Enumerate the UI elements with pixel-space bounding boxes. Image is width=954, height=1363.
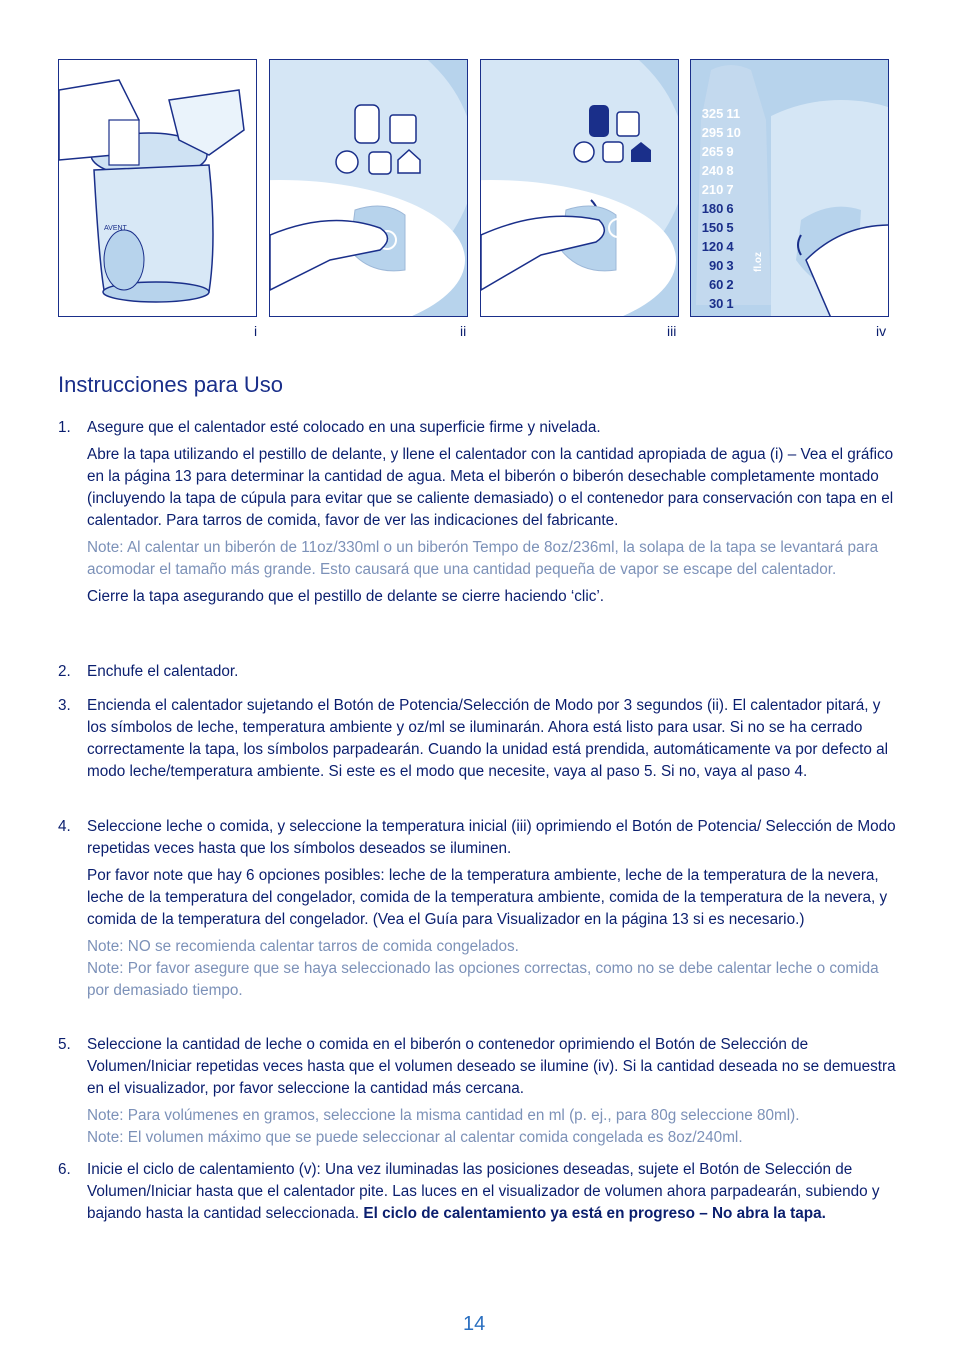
figure-ii-power-button xyxy=(269,59,468,317)
scale-ml-value: 295 xyxy=(701,125,724,140)
figure-label-i: i xyxy=(254,323,258,339)
scale-ml-value: 210 xyxy=(701,182,724,197)
section-heading: Instrucciones para Uso xyxy=(58,372,283,397)
step-text-bold: El ciclo de calentamiento ya está en progreso – No abra la tapa. xyxy=(363,1205,826,1222)
step-5 xyxy=(58,1034,898,1154)
scale-oz-value: 1 xyxy=(726,296,734,311)
figure-iii-mode-select xyxy=(480,59,679,317)
scale-ml-value: 60 xyxy=(708,277,724,292)
scale-row xyxy=(694,294,746,313)
scale-oz-value: 5 xyxy=(726,220,734,235)
step-3 xyxy=(58,695,898,788)
step-text: Abre la tapa utilizando el pestillo de delante, y llene el calentador con la cantidad apropiada de agua (i) – Vea el gráfico en la página 13 para determinar la cantidad de agua. Meta el biberón o biberón desechable completamente montado (incluyendo la tapa de cúpula para evitar que se caliente demasiado) o el contenedor para conservación con tapa en el calentador. Para tarros de comida, favor de ver las indicaciones del fabricante. xyxy=(87,446,894,529)
scale-oz-value: 10 xyxy=(726,125,741,140)
step-number: 3. xyxy=(58,697,71,714)
step-note: Note: Por favor asegure que se haya seleccionado las opciones correctas, como no se debe calentar leche o comida por demasiado tiempo. xyxy=(87,960,879,999)
scale-ml-value: 325 xyxy=(701,106,724,121)
scale-oz-value: 3 xyxy=(726,258,734,273)
step-1 xyxy=(58,417,898,613)
scale-row xyxy=(694,237,746,256)
step-6 xyxy=(58,1159,898,1230)
scale-ml-value: 180 xyxy=(701,201,724,216)
scale-row xyxy=(694,218,746,237)
step-number: 4. xyxy=(58,818,71,835)
figure-ii-svg xyxy=(270,60,468,317)
scale-row xyxy=(694,180,746,199)
scale-oz-value: 4 xyxy=(726,239,734,254)
figure-i-warmer xyxy=(58,59,257,317)
step-number: 6. xyxy=(58,1161,71,1178)
figure-label-iv: iv xyxy=(876,323,887,339)
step-text-normal: Inicie el ciclo de calentamiento (v): Una vez iluminadas las posiciones deseadas, sujete el Botón de Selección de Volumen/Iniciar hasta que el calentador pite. Las luces en el visualizador de volumen ahora parpadearán, subiendo y bajando hasta la cantidad seleccionada. xyxy=(87,1161,880,1222)
scale-oz-value: 7 xyxy=(726,182,734,197)
step-note: Note: Para volúmenes en gramos, seleccione la misma cantidad en ml (p. ej., para 80g seleccione 80ml). xyxy=(87,1107,800,1124)
step-4 xyxy=(58,816,898,1007)
scale-ml-value: 240 xyxy=(701,163,724,178)
bottle-icon xyxy=(355,105,379,143)
scale-ml-value: 265 xyxy=(701,144,724,159)
scale-oz-value: 2 xyxy=(726,277,734,292)
step-number: 5. xyxy=(58,1036,71,1053)
figure-iii-svg xyxy=(481,60,679,317)
ml-label: ml xyxy=(444,272,456,285)
snowflake-icon xyxy=(574,142,594,162)
scale-row xyxy=(694,123,746,142)
scale-ml-value: 150 xyxy=(701,220,724,235)
scale-oz-value: 6 xyxy=(726,201,734,216)
step-text: Enchufe el calentador. xyxy=(87,663,239,680)
scale-row xyxy=(694,161,746,180)
page-number: 14 xyxy=(463,1313,486,1335)
fridge-icon xyxy=(603,142,623,162)
floz-label: fl.oz xyxy=(753,252,764,272)
scale-ml-value: 30 xyxy=(708,296,724,311)
step-number: 1. xyxy=(58,419,71,436)
step-text: Encienda el calentador sujetando el Botón de Potencia/Selección de Modo por 3 segundos (ii). El calentador pitará, y los símbolos de leche, temperatura ambiente y oz/ml se iluminarán. Ahora está listo para usar. Si no se ha cerrado correctamente la tapa, los símbolos parpadearán. Cuando la unidad está prendida, automáticamente va por defecto al modo leche/temperatura ambiente. Si este es el modo que necesite, vaya al paso 5. Si no, vaya al paso 4. xyxy=(87,697,889,780)
figure-label-iii: iii xyxy=(667,323,677,339)
step-text: Cierre la tapa asegurando que el pestillo de delante se cierre haciendo ‘clic’. xyxy=(87,588,605,605)
snowflake-icon xyxy=(336,151,358,173)
step-text: Seleccione la cantidad de leche o comida en el biberón o contenedor oprimiendo el Botón de Selección de Volumen/Iniciar repetidas veces hasta que el volumen deseado se ilumine (iv). Si la cantidad deseada no se demuestra en el visualizador, por favor seleccione la cantidad más cercana. xyxy=(87,1036,896,1097)
jar-icon xyxy=(617,112,639,136)
scale-oz-value: 11 xyxy=(726,106,741,121)
step-text: Por favor note que hay 6 opciones posibles: leche de la temperatura ambiente, leche de la temperatura de la nevera, leche de la temperatura del congelador, comida de la temperatura ambiente, comida de la temperatura de la nevera, y comida de la temperatura del congelador. (Vea el Guía para Visualizador en la página 13 si es necesario.) xyxy=(87,867,888,928)
step-text: Seleccione leche o comida, y seleccione la temperatura inicial (iii) oprimiendo el Botón de Potencia/ Selección de Modo repetidas veces hasta que los símbolos deseados se iluminen. xyxy=(87,818,896,857)
figure-iv-volume-select xyxy=(690,59,889,317)
scale-ml-value: 120 xyxy=(701,239,724,254)
scale-row xyxy=(694,104,746,123)
step-text xyxy=(87,1159,898,1225)
figure-label-ii: ii xyxy=(460,323,467,339)
step-text: Asegure que el calentador esté colocado en una superficie firme y nivelada. xyxy=(87,419,601,436)
brand-text: AVENT xyxy=(104,225,127,232)
jar-icon xyxy=(390,115,416,143)
scale-oz-value: 9 xyxy=(726,144,734,159)
bottle-icon-lit xyxy=(589,105,609,137)
scale-row xyxy=(694,199,746,218)
step-note: Note: Al calentar un biberón de 11oz/330ml o un biberón Tempo de 8oz/236ml, la solapa de la tapa se levantará para acomodar el tamaño más grande. Esto causará que una cantidad pequeña de vapor se escape del calentador. xyxy=(87,539,879,578)
step-note: Note: El volumen máximo que se puede seleccionar al calentar comida congelada es 8oz/240ml. xyxy=(87,1129,743,1146)
volume-scale xyxy=(694,104,746,313)
step-2 xyxy=(58,661,898,688)
scale-oz-value: 8 xyxy=(726,163,734,178)
step-note: Note: NO se recomienda calentar tarros de comida congelados. xyxy=(87,938,519,955)
fridge-icon xyxy=(369,152,391,174)
scale-row xyxy=(694,275,746,294)
scale-row xyxy=(694,142,746,161)
scale-row xyxy=(694,256,746,275)
warmer-illustration xyxy=(59,60,257,317)
step-number: 2. xyxy=(58,663,71,680)
scale-ml-value: 90 xyxy=(708,258,724,273)
